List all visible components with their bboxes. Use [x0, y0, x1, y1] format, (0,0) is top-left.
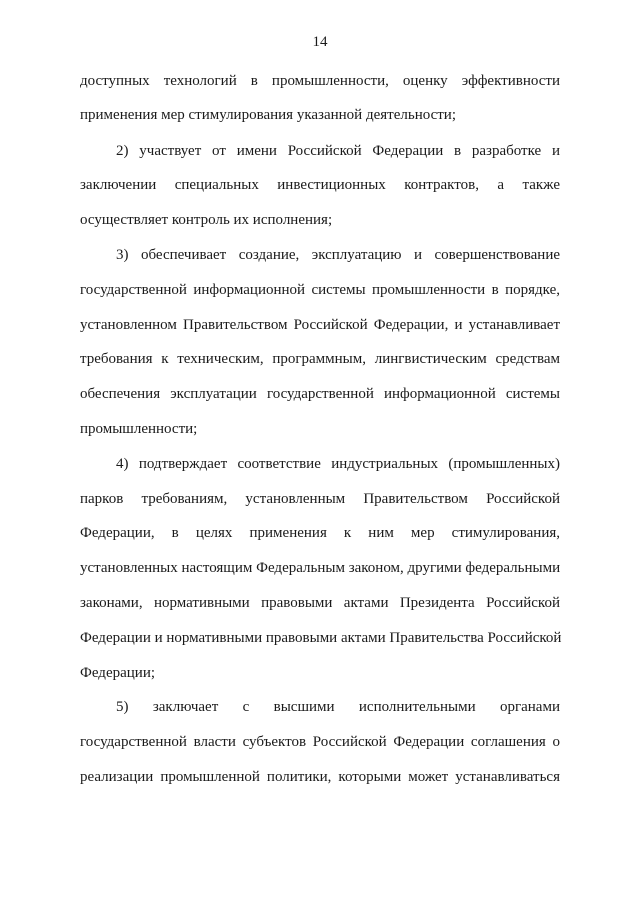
text-line: 4) подтверждает соответствие индустриальных (промышленных) — [116, 456, 560, 472]
text-line: Федерации и нормативными правовыми актами Правительства Российской — [80, 630, 562, 646]
text-line: обеспечения эксплуатации государственной информационной системы — [80, 386, 560, 402]
page-number: 14 — [312, 34, 328, 50]
text-line: реализации промышленной политики, которыми может устанавливаться — [80, 769, 560, 785]
text-line: применения мер стимулирования указанной деятельности; — [80, 107, 456, 123]
text-line: государственной информационной системы промышленности в порядке, — [80, 282, 560, 298]
text-line: промышленности; — [80, 421, 198, 437]
text-line: государственной власти субъектов Российской Федерации соглашения о — [80, 734, 560, 750]
text-line: требования к техническим, программным, лингвистическим средствам — [80, 351, 560, 367]
text-line: Федерации, в целях применения к ним мер стимулирования, — [80, 525, 560, 541]
text-line: законами, нормативными правовыми актами Президента Российской — [80, 595, 560, 611]
text-line: Федерации; — [80, 665, 156, 681]
text-line: установленном Правительством Российской Федерации, и устанавливает — [80, 317, 560, 333]
text-line: 2) участвует от имени Российской Федерации в разработке и — [116, 143, 560, 159]
text-line: 3) обеспечивает создание, эксплуатацию и совершенствование — [116, 247, 560, 263]
text-line: доступных технологий в промышленности, оценку эффективности — [80, 73, 560, 89]
text-line: парков требованиям, установленным Правительством Российской — [80, 491, 560, 507]
text-line: осуществляет контроль их исполнения; — [80, 212, 333, 228]
text-line: 5) заключает с высшими исполнительными органами — [116, 699, 560, 715]
text-line: установленных настоящим Федеральным законом, другими федеральными — [80, 560, 561, 576]
text-line: заключении специальных инвестиционных контрактов, а также — [80, 177, 560, 193]
